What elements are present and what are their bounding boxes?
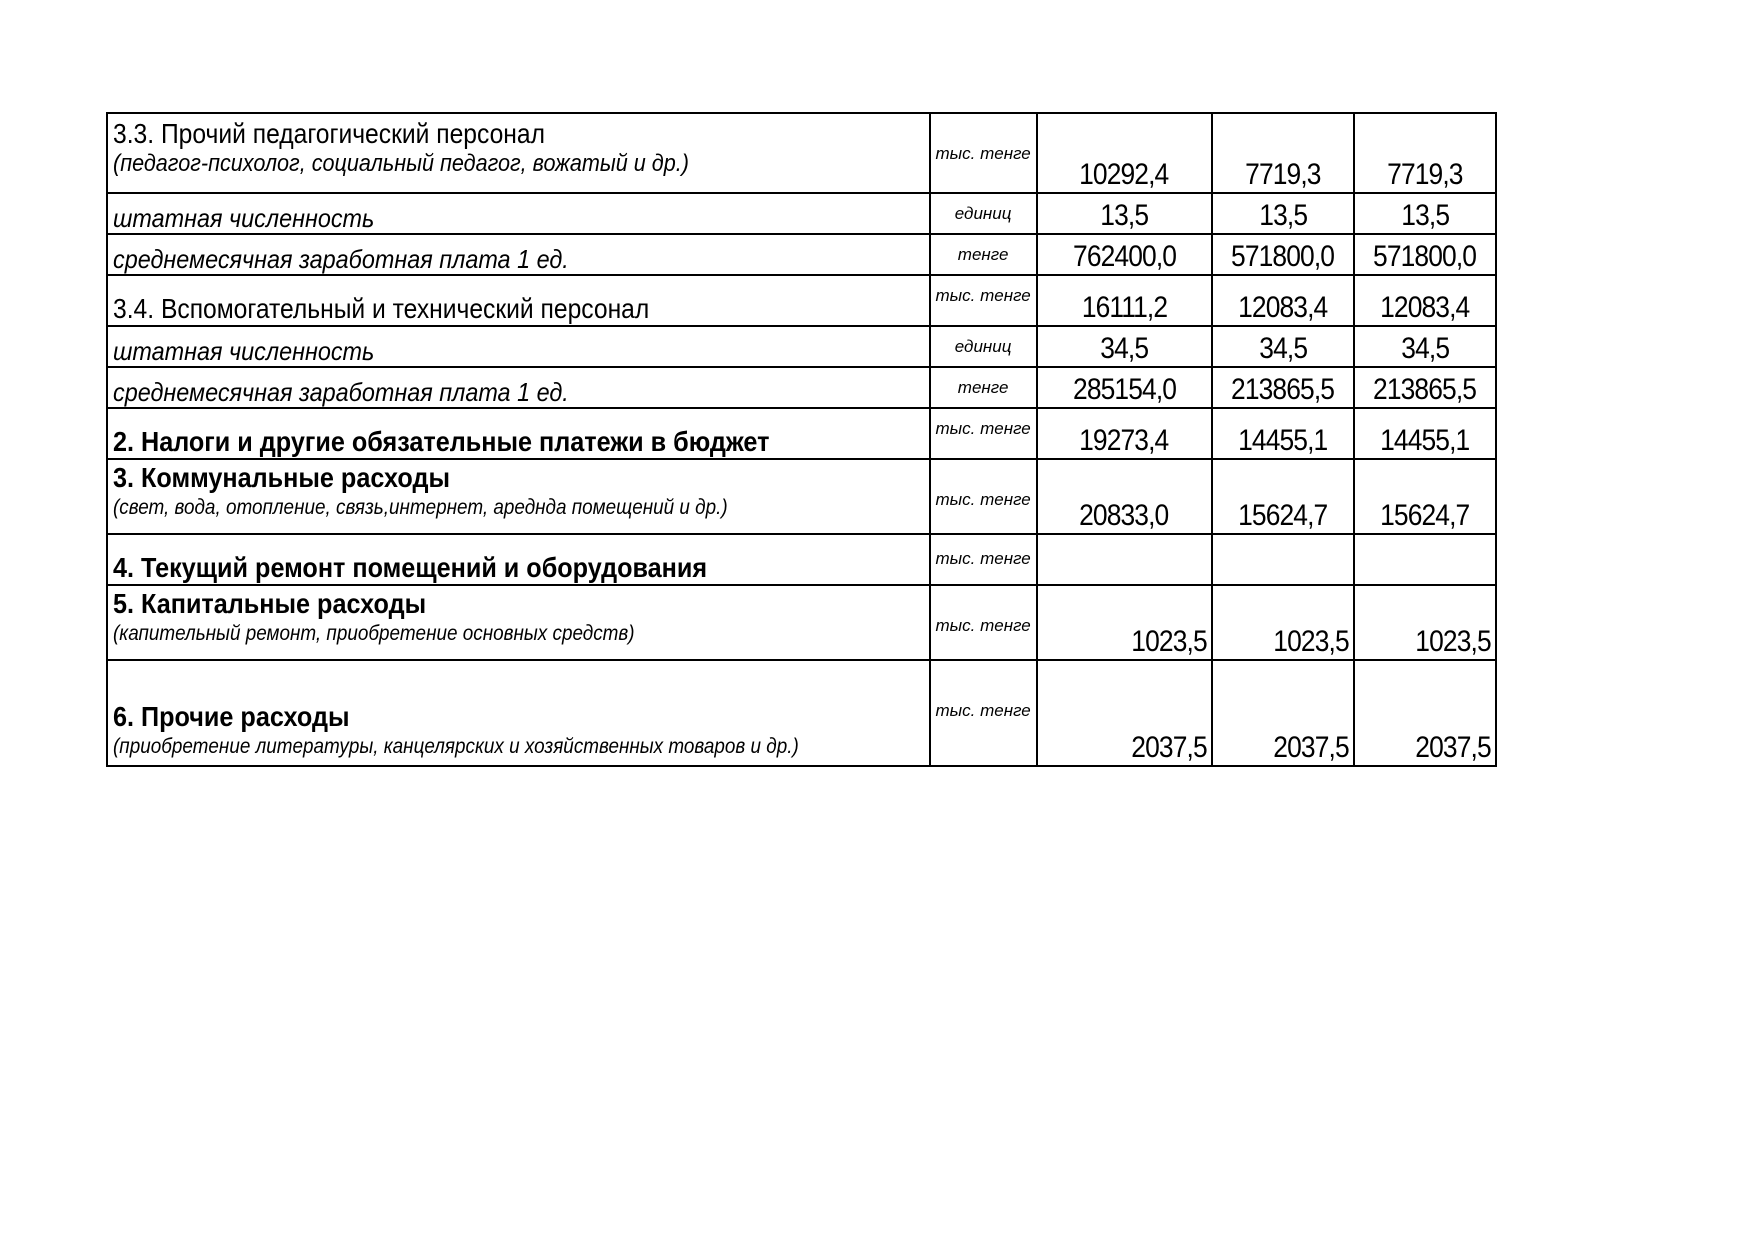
value-cell [1354,660,1496,766]
value-text: 762400,0 [1072,240,1176,273]
value-text: 34,5 [1100,332,1149,365]
value-cell [1212,275,1354,326]
value-text: 571800,0 [1373,240,1477,273]
row-subtitle: (капительный ремонт, приобретение основных средств) [113,622,635,645]
table-row [107,585,1496,660]
row-title: 3.3. Прочий педагогический персонал [113,118,545,149]
value-text: 7719,3 [1387,158,1463,191]
row-title: среднемесячная заработная плата 1 ед. [113,377,569,407]
value-text: 13,5 [1100,199,1149,232]
table-row [107,234,1496,275]
unit-cell: тенге [930,367,1037,408]
value-cell [1212,408,1354,459]
value-cell [1212,459,1354,534]
value-text: 16111,2 [1081,291,1167,324]
value-cell [1212,113,1354,193]
row-title: 2. Налоги и другие обязательные платежи в бюджет [113,426,770,457]
value-text: 19273,4 [1079,424,1169,457]
row-subtitle: (приобретение литературы, канцелярских и хозяйственных товаров и др.) [113,735,799,758]
value-cell [1354,113,1496,193]
row-label-cell [107,367,930,408]
value-cell [1212,367,1354,408]
value-text: 213865,5 [1231,373,1335,406]
value-cell [1354,585,1496,660]
value-text: 14455,1 [1238,424,1328,457]
unit-cell: тыс. тенге [930,113,1037,193]
value-cell [1212,234,1354,275]
row-title: 3. Коммунальные расходы [113,462,450,493]
value-text: 1023,5 [1273,625,1349,658]
value-text: 7719,3 [1245,158,1321,191]
row-title: 6. Прочие расходы [113,701,350,732]
value-text: 34,5 [1258,332,1307,365]
table-row [107,459,1496,534]
row-title: среднемесячная заработная плата 1 ед. [113,244,569,274]
unit-cell: тыс. тенге [930,275,1037,326]
unit-cell: тыс. тенге [930,660,1037,766]
row-subtitle: (педагог-психолог, социальный педагог, вожатый и др.) [113,150,689,177]
value-text: 571800,0 [1231,240,1335,273]
table-row [107,275,1496,326]
budget-table [106,112,1497,767]
value-text: 213865,5 [1373,373,1477,406]
value-cell [1354,367,1496,408]
unit-cell: тыс. тенге [930,585,1037,660]
row-label-cell [107,113,930,193]
value-text: 12083,4 [1380,291,1470,324]
unit-cell: тыс. тенге [930,459,1037,534]
row-title: 5. Капитальные расходы [113,588,427,619]
row-title: 4. Текущий ремонт помещений и оборудования [113,552,708,583]
value-text: 34,5 [1400,332,1449,365]
value-cell [1037,534,1212,585]
value-cell [1037,367,1212,408]
value-text: 12083,4 [1238,291,1328,324]
value-cell [1037,660,1212,766]
value-cell [1037,326,1212,367]
value-cell [1037,585,1212,660]
table-row [107,113,1496,193]
value-text: 14455,1 [1380,424,1470,457]
value-cell [1037,113,1212,193]
row-label-cell [107,408,930,459]
row-label-cell [107,660,930,766]
unit-cell: тыс. тенге [930,408,1037,459]
value-cell [1354,193,1496,234]
row-title: штатная численность [113,203,375,233]
value-text: 2037,5 [1415,731,1491,764]
unit-cell: тыс. тенге [930,534,1037,585]
value-cell [1212,193,1354,234]
table-row [107,326,1496,367]
value-cell [1354,534,1496,585]
value-text: 13,5 [1400,199,1449,232]
row-label-cell [107,534,930,585]
row-title: штатная численность [113,336,375,366]
value-cell [1037,275,1212,326]
value-text: 1023,5 [1131,625,1207,658]
value-text: 1023,5 [1415,625,1491,658]
table-row [107,534,1496,585]
value-cell [1354,459,1496,534]
table-row [107,367,1496,408]
value-cell [1354,326,1496,367]
table-row [107,193,1496,234]
table-row [107,660,1496,766]
value-cell [1212,326,1354,367]
value-cell [1354,275,1496,326]
value-text: 285154,0 [1072,373,1176,406]
row-label-cell [107,459,930,534]
value-cell [1037,459,1212,534]
value-cell [1212,534,1354,585]
value-text: 20833,0 [1079,499,1169,532]
value-cell [1037,193,1212,234]
row-label-cell [107,275,930,326]
table-row [107,408,1496,459]
unit-cell: тенге [930,234,1037,275]
value-cell [1212,660,1354,766]
value-text: 15624,7 [1380,499,1470,532]
value-cell [1037,234,1212,275]
value-cell [1354,234,1496,275]
row-title: 3.4. Вспомогательный и технический персонал [113,293,650,324]
row-label-cell [107,585,930,660]
row-label-cell [107,326,930,367]
value-text: 2037,5 [1131,731,1207,764]
row-subtitle: (свет, вода, отопление, связь,интернет, ареднда помещений и др.) [113,496,728,519]
value-cell [1354,408,1496,459]
unit-cell: единиц [930,193,1037,234]
unit-cell: единиц [930,326,1037,367]
row-label-cell [107,193,930,234]
value-text: 10292,4 [1079,158,1169,191]
value-cell [1037,408,1212,459]
value-text: 15624,7 [1238,499,1328,532]
value-text: 2037,5 [1273,731,1349,764]
value-text: 13,5 [1258,199,1307,232]
value-cell [1212,585,1354,660]
row-label-cell [107,234,930,275]
